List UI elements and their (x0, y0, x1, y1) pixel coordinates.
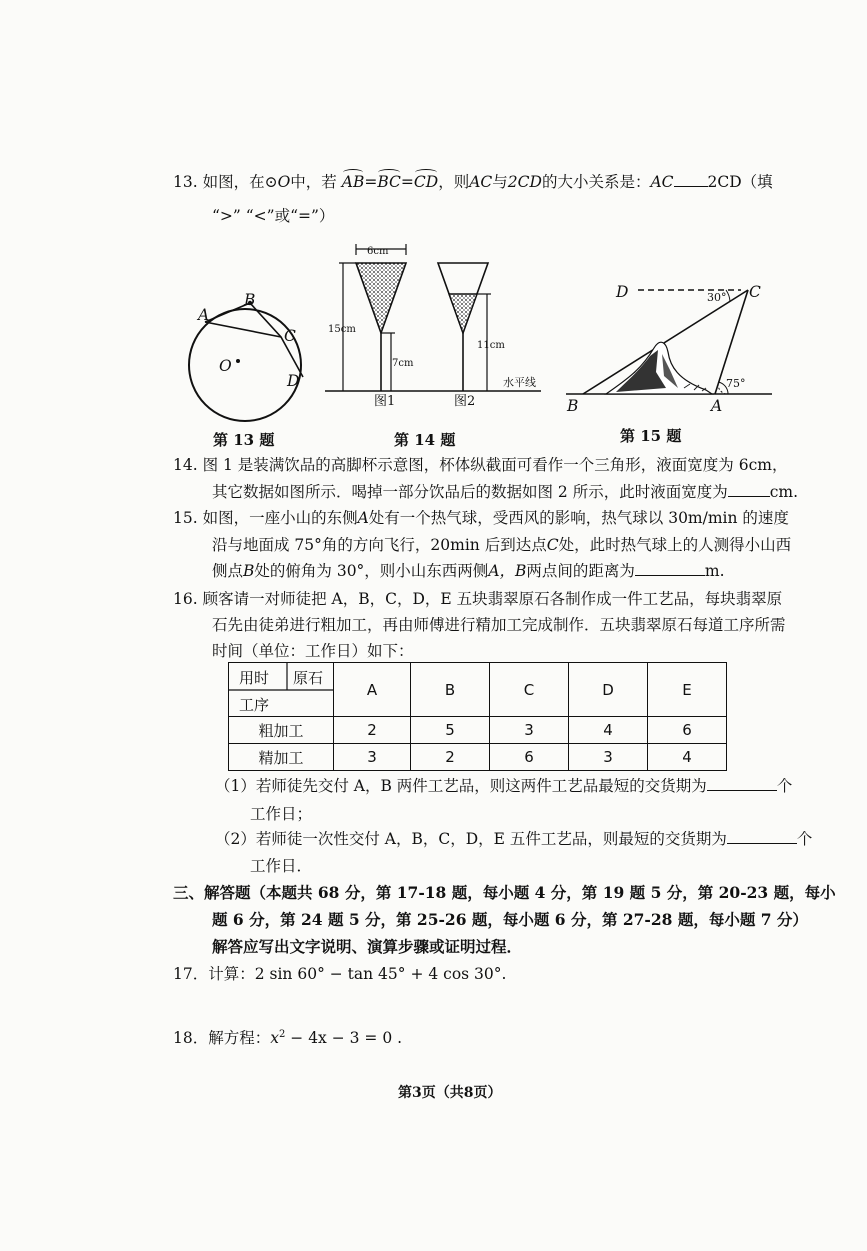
table-cell: 3 (569, 744, 648, 771)
arc-cd: CD (413, 173, 439, 191)
fig15-label-b: B (567, 397, 579, 415)
q13-line2: “>” “<”或“=”） (212, 207, 335, 225)
fig14-height11-label: 11cm (477, 340, 505, 351)
fig15-label-d: D (616, 283, 629, 301)
q16-sub1: （1）若师徒先交付 A，B 两件工艺品，则这两件工艺品最短的交货期为 个 (215, 777, 793, 795)
header-d: D (569, 663, 648, 717)
fig14-caption: 第 14 题 (394, 431, 456, 449)
section3-line2: 题 6 分，第 24 题 5 分，第 25-26 题，每小题 6 分，第 27-28 题，每小题 7 分） (212, 910, 808, 929)
header-c: C (490, 663, 569, 717)
table-cell: 5 (411, 717, 490, 744)
q15-line2: 沿与地面成 75°角的方向飞行，20min 后到达点C处，此时热气球上的人测得小山西 (212, 536, 792, 554)
table-cell: 3 (334, 744, 411, 771)
table-cell: 4 (569, 717, 648, 744)
q16-line2: 石先由徒弟进行粗加工，再由师傅进行精加工完成制作．五块翡翠原石每道工序所需 (212, 616, 786, 634)
table-cell: 6 (490, 744, 569, 771)
q14-line2: 其它数据如图所示．喝掉一部分饮品后的数据如图 2 所示，此时液面宽度为 cm. (212, 483, 799, 501)
q16-sub1-cont: 工作日； (250, 805, 313, 823)
q16-line1: 16. 顾客请一对师徒把 A，B，C，D，E 五块翡翠原石各制作成一件工艺品，每块翡翠原 (173, 590, 783, 608)
arc-ab: AB (341, 173, 365, 191)
fig14-fig1-label: 图1 (374, 394, 396, 409)
q15-line1: 15. 如图，一座小山的东侧A处有一个热气球，受西风的影响，热气球以 30m/min 的速度 (173, 509, 789, 527)
q16-sub2-blank[interactable] (727, 829, 797, 844)
q15-line3: 侧点B处的俯角为 30°，则小山东西两侧A，B两点间的距离为 m. (212, 562, 725, 580)
fig14-level-label: 水平线 (503, 376, 536, 389)
q18-expression: − 4x − 3 = 0 . (285, 1029, 403, 1048)
row-label: 粗加工 (229, 717, 334, 744)
section3-line3: 解答应写出文字说明、演算步骤或证明过程． (212, 937, 523, 956)
process-time-table (228, 662, 727, 771)
q17-expression: 2 sin 60° − tan 45° + 4 cos 30°. (254, 965, 507, 983)
fig13-label-a: A (198, 306, 210, 324)
q17: 17．计算：2 sin 60° − tan 45° + 4 cos 30°. (173, 965, 507, 983)
q13-answer-blank[interactable] (674, 172, 708, 187)
corner-right: 原石 (293, 669, 324, 687)
q15-answer-blank[interactable] (635, 561, 705, 576)
fig13-label-c: C (284, 327, 296, 345)
header-b: B (411, 663, 490, 717)
fig14-fig2-label: 图2 (454, 394, 476, 409)
fig14-height7-label: 7cm (392, 358, 414, 369)
fig13-label-o: O (219, 357, 232, 375)
row-label: 精加工 (229, 744, 334, 771)
q16-sub2: （2）若师徒一次性交付 A，B，C，D，E 五件工艺品，则最短的交货期为 个 (215, 830, 813, 848)
header-a: A (334, 663, 411, 717)
fig15-label-c: C (749, 283, 761, 301)
corner-bottom: 工序 (239, 696, 270, 714)
table-row (229, 717, 727, 744)
table-cell: 3 (490, 717, 569, 744)
table-cell: 2 (411, 744, 490, 771)
q16-sub1-blank[interactable] (707, 776, 777, 791)
table-corner-cell (229, 663, 334, 717)
table-row (229, 744, 727, 771)
fig13-label-b: B (244, 291, 256, 309)
fig15-angle-30: 30° (707, 291, 727, 304)
fig15-angle-75: 75° (726, 377, 746, 390)
table-cell: 2 (334, 717, 411, 744)
q14-answer-blank[interactable] (728, 482, 770, 497)
table-cell: 6 (648, 717, 727, 744)
fig14-height15-label: 15cm (328, 324, 356, 335)
fig15-label-a: A (711, 397, 723, 415)
q14-line1: 14. 图 1 是装满饮品的高脚杯示意图，杯体纵截面可看作一个三角形，液面宽度为 6cm， (173, 456, 788, 474)
page-footer: 第3页（共8页） (398, 1085, 502, 1101)
q16-sub2-cont: 工作日． (250, 857, 313, 875)
corner-top: 用时 (239, 669, 270, 687)
q13-line1: 13. 如图，在⊙O中，若 AB=BC=CD，则AC与2CD的大小关系是：AC 2CD（填 (173, 173, 773, 191)
q16-line3: 时间（单位：工作日）如下： (212, 642, 414, 660)
fig13-label-d: D (287, 372, 300, 390)
arc-bc: BC (377, 173, 401, 191)
section3-line1: 三、解答题（本题共 68 分，第 17-18 题，每小题 4 分，第 19 题 5 分，第 20-23 题，每小 (173, 883, 836, 902)
fig14-width-label: 6cm (367, 246, 389, 257)
fig15-caption: 第 15 题 (620, 427, 682, 445)
fig13-caption: 第 13 题 (213, 431, 275, 449)
header-e: E (648, 663, 727, 717)
table-cell: 4 (648, 744, 727, 771)
q18: 18．解方程：$x^2 - 4x - 3 = 0$ . (173, 1029, 403, 1048)
